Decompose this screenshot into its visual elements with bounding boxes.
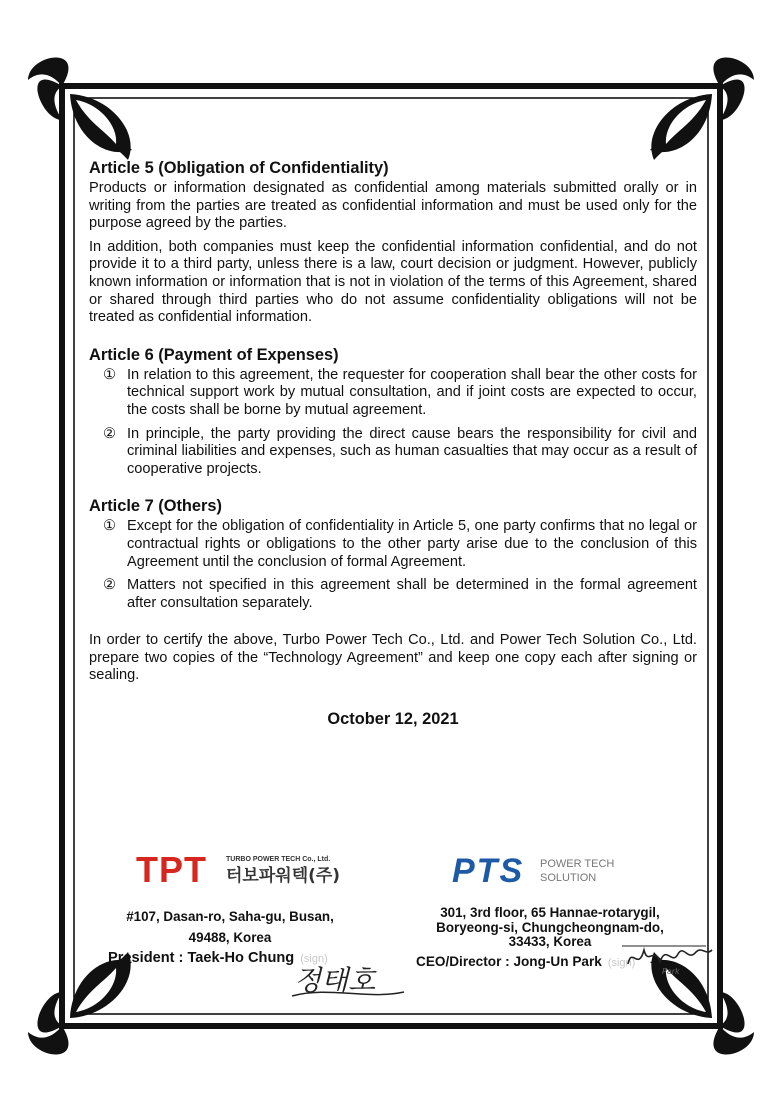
article-5-title: Article 5 (Obligation of Confidentiality): [89, 159, 389, 177]
pts-sign-placeholder: (sign): [607, 957, 636, 969]
tpt-address-line-1: #107, Dasan-ro, Saha-gu, Busan,: [126, 909, 334, 924]
article-7: [89, 496, 697, 612]
article-7-item-2: [89, 577, 697, 612]
pts-logo-mark: PTS: [452, 852, 525, 886]
pts-logo: [452, 852, 632, 886]
article-6: [89, 345, 697, 479]
item-number: ①: [103, 366, 117, 383]
tpt-handwritten-signature: [288, 956, 408, 1000]
agreement-body: [89, 158, 697, 729]
item-number: ①: [103, 518, 117, 535]
pts-signatory: [416, 954, 635, 969]
article-6-item-1: [89, 367, 697, 420]
pts-logo-line1: POWER TECH: [540, 858, 615, 870]
item-number: ②: [103, 577, 117, 594]
article-7-item-1: [89, 518, 697, 571]
article-7-title: Article 7 (Others): [89, 497, 222, 516]
tpt-signatory-name: President : Taek-Ho Chung: [108, 950, 295, 966]
closing-statement: In order to certify the above, Turbo Power Tech Co., Ltd. and Power Tech Solution Co., Ltd. prepare two copies of the “Technology Agreement” and keep one copy each after signing or sealing.: [89, 632, 697, 684]
article-5-paragraph-1: Products or information designated as confidential among materials submitted orally or in writing from the parties are treated as confidential information and must be used only for the purpose agreed by the parties.: [89, 180, 697, 232]
article-5: [89, 158, 697, 327]
article-6-item-2: [89, 426, 697, 479]
article-6-title: Article 6 (Payment of Expenses): [89, 345, 339, 364]
tpt-sign-placeholder: (sign): [300, 953, 328, 965]
pts-signatory-name: CEO/Director : Jong-Un Park: [416, 954, 602, 969]
pts-handwritten-signature: [622, 936, 714, 976]
article-5-paragraph-2: In addition, both companies must keep the confidential information confidential, and do not provide it to a third party, unless there is a law, court decision or judgment. However, publicly known information or information that is not in violation of the terms of this Agreement, shared or shared through third parties who do not assume confidentiality obligations will not be treated as confidential information.: [89, 238, 697, 326]
item-text: In principle, the party providing the direct cause bears the responsibility for civil and criminal liabilities and expenses, such as human casualties that may occur as a result of cooperative projects.: [127, 425, 697, 477]
item-number: ②: [103, 425, 117, 442]
item-text: Matters not specified in this agreement shall be determined in the formal agreement after consultation separately.: [127, 577, 697, 611]
pts-address-line-3: 33433, Korea: [508, 934, 592, 950]
tpt-logo: [136, 852, 346, 886]
tpt-logo-mark: TPT: [136, 852, 207, 886]
tpt-logo-english: TURBO POWER TECH Co., Ltd.: [226, 856, 331, 863]
tpt-address-line-2: 49488, Korea: [188, 930, 272, 945]
pts-logo-line2: SOLUTION: [540, 872, 597, 884]
pts-address-line-2: Boryeong-si, Chungcheongnam-do,: [436, 919, 664, 935]
agreement-date: October 12, 2021: [327, 710, 459, 729]
pts-signature-glyphs: Park: [662, 967, 680, 976]
tpt-address: [110, 906, 350, 948]
tpt-signature-glyphs: 정태호: [294, 964, 376, 997]
item-text: In relation to this agreement, the requester for cooperation shall bear the other costs for technical support work by mutual consultation, and if joint costs are expected to occur, the costs shall be borne by mutual agreement.: [127, 366, 697, 418]
item-text: Except for the obligation of confidentiality in Article 5, one party confirms that no legal or contractual rights or obligations to the other party arise due to the conclusion of this Agreement until the conclusion of formal Agreement.: [127, 518, 697, 570]
pts-address-line-1: 301, 3rd floor, 65 Hannae-rotarygil,: [440, 905, 660, 920]
tpt-logo-korean: 터보파워텍(주): [226, 866, 341, 886]
